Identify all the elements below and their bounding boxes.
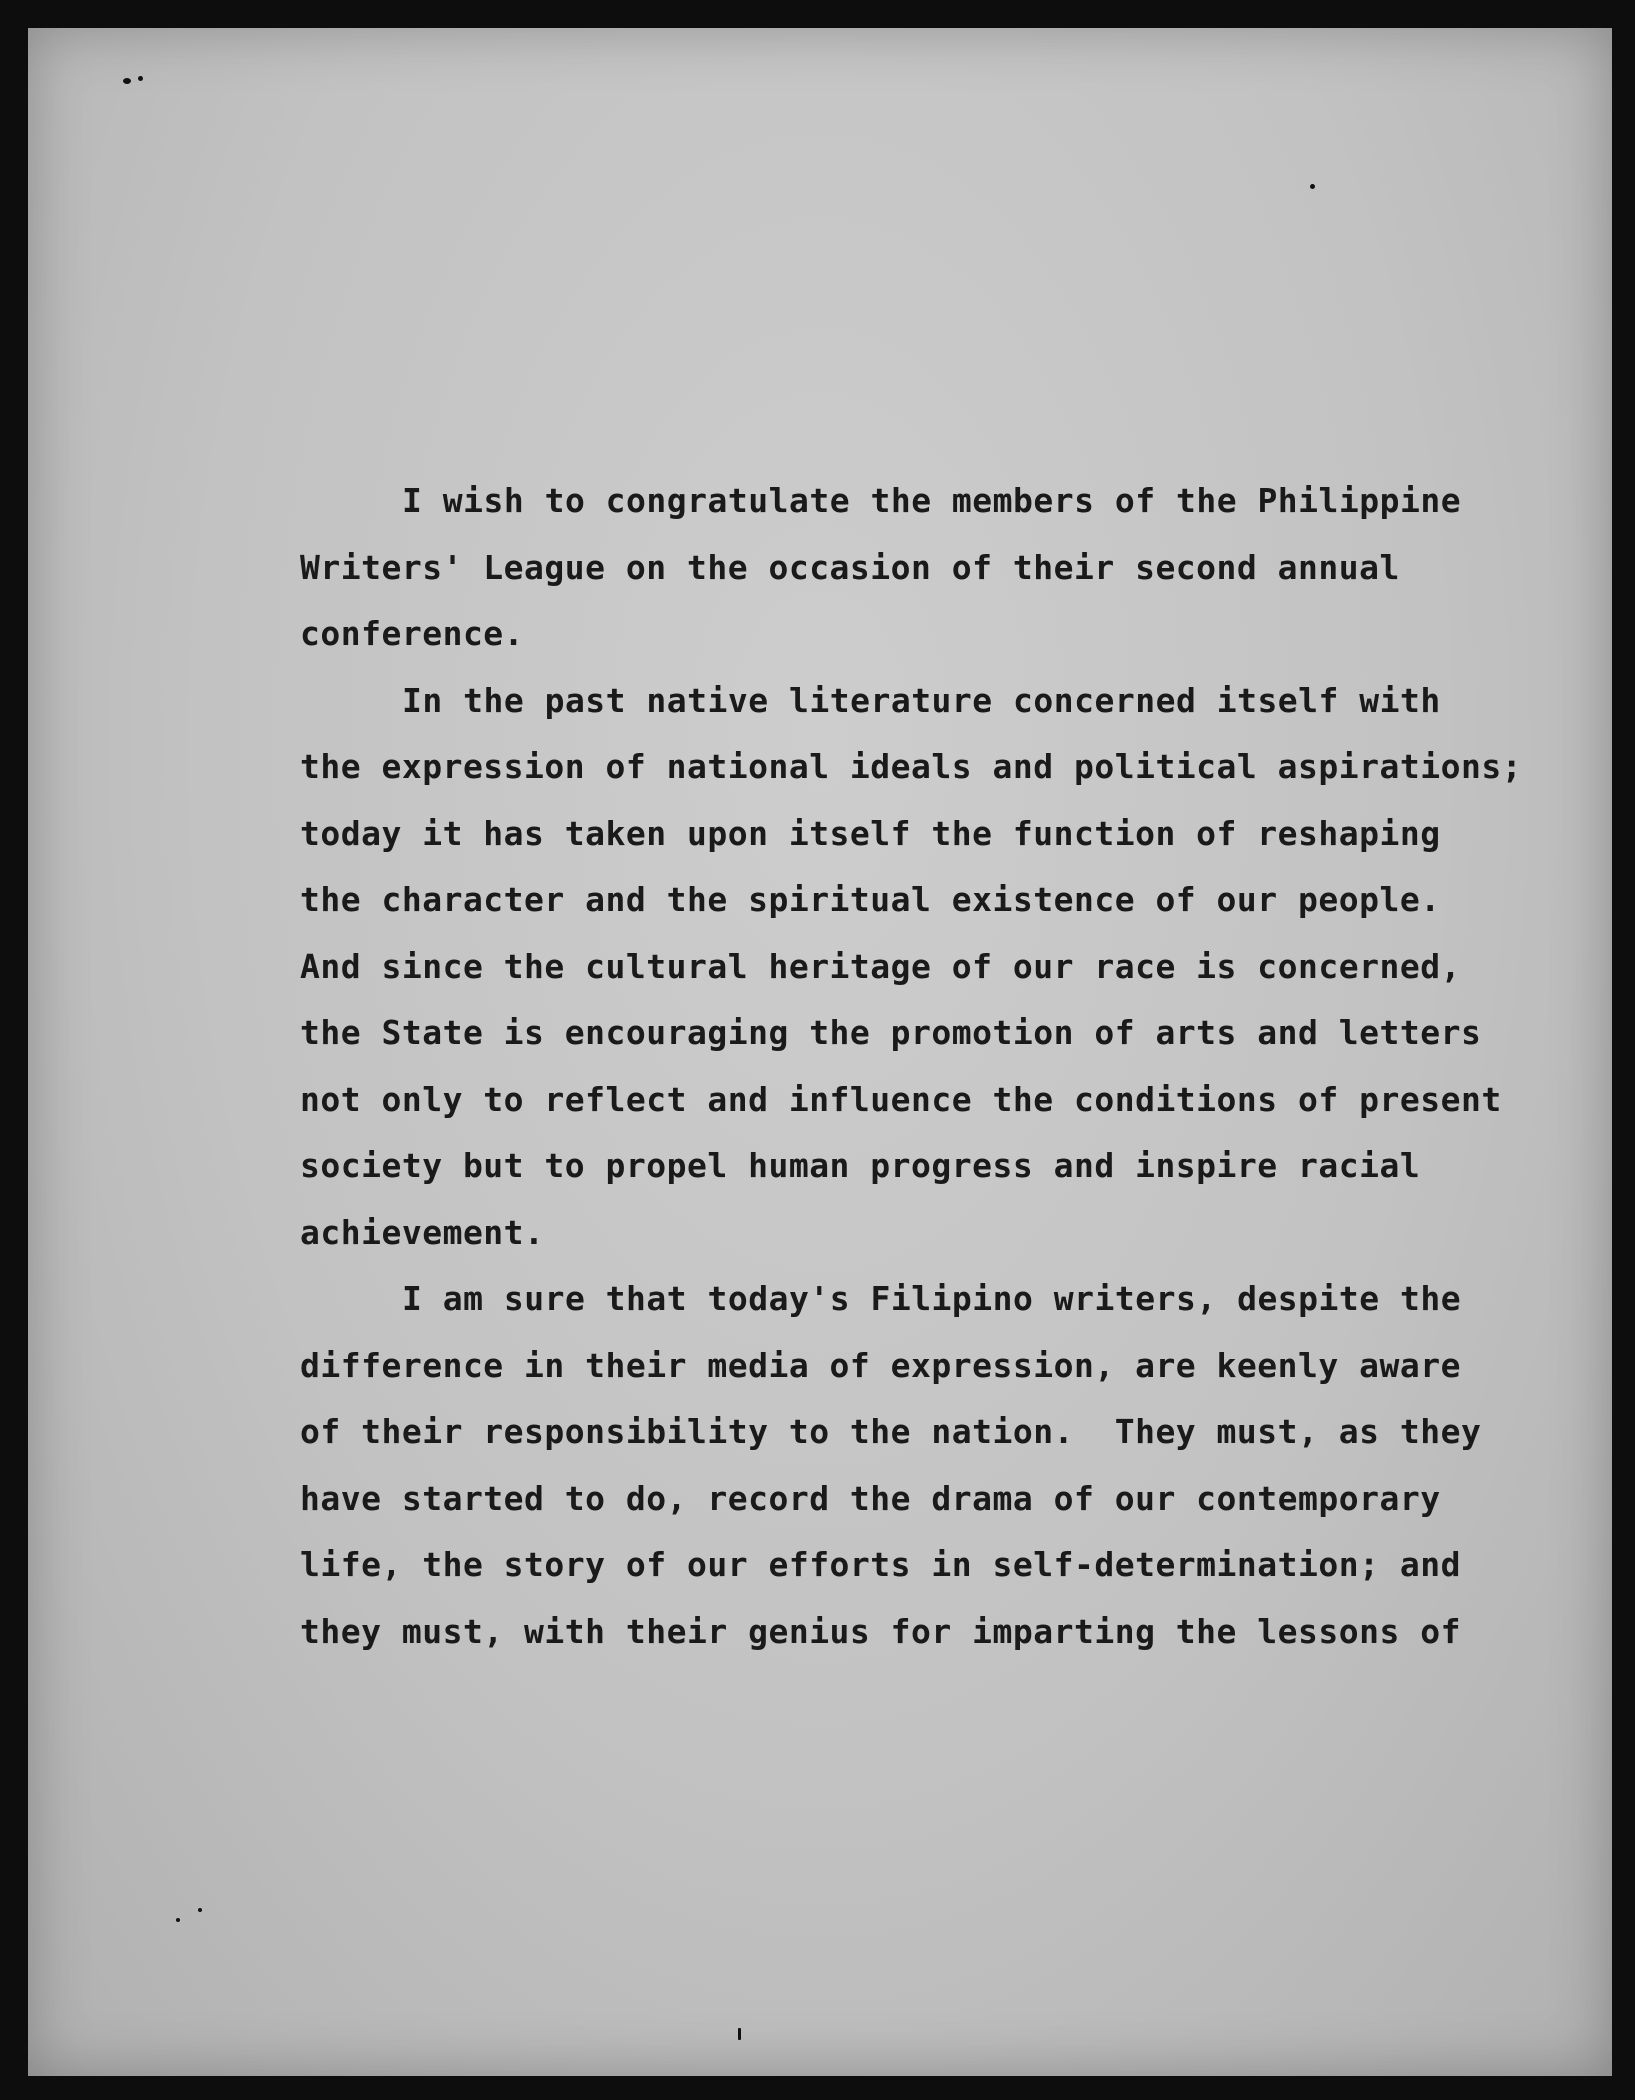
paragraph-2 bbox=[300, 668, 1523, 1267]
text-line: today it has taken upon itself the function of reshaping bbox=[300, 813, 1441, 853]
document-page bbox=[28, 28, 1612, 2076]
ink-speck bbox=[198, 1908, 202, 1912]
ink-speck bbox=[123, 78, 131, 84]
letter-body bbox=[300, 468, 1523, 1665]
text-line: the character and the spiritual existence of our people. bbox=[300, 880, 1441, 919]
text-line: of their responsibility to the nation. They must, as they bbox=[300, 1412, 1482, 1451]
text-line: they must, with their genius for imparting the lessons of bbox=[300, 1611, 1461, 1651]
text-line: And since the cultural heritage of our race is concerned, bbox=[300, 946, 1461, 986]
text-line: society but to propel human progress and inspire racial bbox=[300, 1146, 1421, 1185]
text-line: difference in their media of expression, are keenly aware bbox=[300, 1345, 1461, 1385]
text-line: conference. bbox=[300, 614, 525, 653]
text-line: I wish to congratulate the members of the Philippine bbox=[402, 481, 1462, 520]
paragraph-1 bbox=[300, 468, 1500, 668]
text-line: have started to do, record the drama of our contemporary bbox=[300, 1478, 1441, 1518]
text-line: the expression of national ideals and political aspirations; bbox=[300, 747, 1523, 786]
ink-speck bbox=[138, 76, 143, 81]
text-line: achievement. bbox=[300, 1212, 545, 1252]
text-line: not only to reflect and influence the conditions of present bbox=[300, 1079, 1502, 1119]
ink-speck bbox=[176, 1918, 180, 1922]
paragraph-3 bbox=[300, 1266, 1500, 1665]
text-line: Writers' League on the occasion of their second annual bbox=[300, 547, 1400, 587]
text-line: I am sure that today's Filipino writers, despite the bbox=[402, 1279, 1462, 1318]
ink-speck bbox=[1310, 184, 1315, 189]
text-line: life, the story of our efforts in self-determination; and bbox=[300, 1545, 1461, 1584]
text-line: the State is encouraging the promotion of arts and letters bbox=[300, 1013, 1482, 1052]
ink-speck bbox=[738, 2028, 741, 2040]
text-line: In the past native literature concerned itself with bbox=[402, 680, 1441, 720]
